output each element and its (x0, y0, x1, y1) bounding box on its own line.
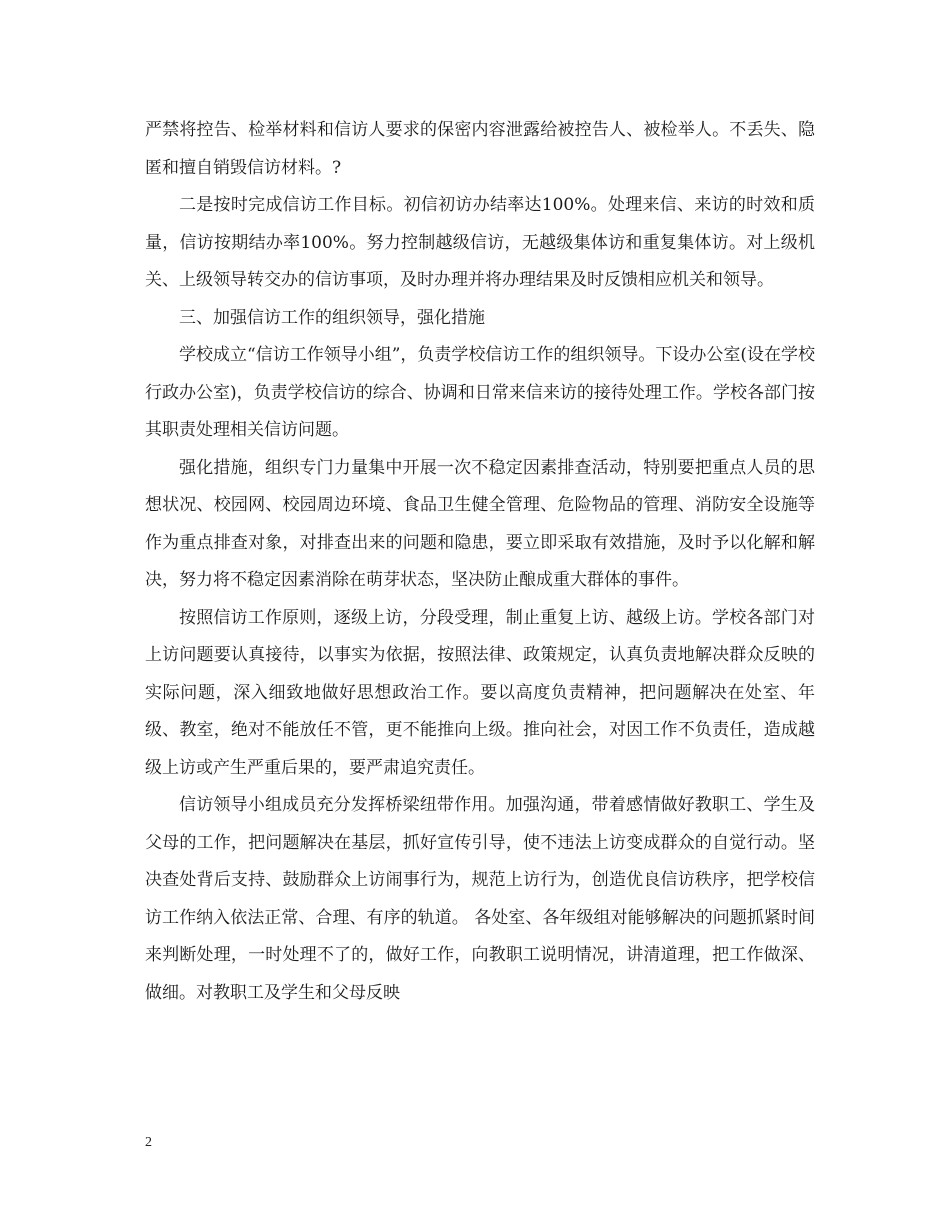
paragraph-bridge-role: 信访领导小组成员充分发挥桥梁纽带作用。加强沟通，带着感情做好教职工、学生及父母的工作，把问题解决在基层，抓好宣传引导，使不违法上访变成群众的自觉行动。坚决查处背后支持、鼓励群众上访闹事行为，规范上访行为，创造优良信访秩序，把学校信访工作纳入依法正常、合理、有序的轨道。 各处室、各年级组对能够解决的问题抓紧时间来判断处理，一时处理不了的，做好工作，向教职工说明情况，讲清道理，把工作做深、做细。对教职工及学生和父母反映 (145, 795, 815, 1003)
paragraph-strengthen-measures: 强化措施，组织专门力量集中开展一次不稳定因素排查活动，特别要把重点人员的思想状况、校园网、校园周边环境、食品卫生健全管理、危险物品的管理、消防安全设施等作为重点排查对象，对排查出来的问题和隐患，要立即采取有效措施，及时予以化解和解决，努力将不稳定因素消除在萌芽状态，坚决防止酿成重大群体的事件。 (145, 457, 815, 590)
section-heading-organization: 三、加强信访工作的组织领导，强化措施 (179, 307, 485, 328)
document-body (145, 112, 815, 1012)
paragraph-confidentiality: 严禁将控告、检举材料和信访人要求的保密内容泄露给被控告人、被检举人。不丢失、隐匿和擅自销毁信访材料。? (145, 120, 815, 178)
paragraph-leadership-group: 学校成立“信访工作领导小组”，负责学校信访工作的组织领导。下设办公室(设在学校行政办公室)，负责学校信访的综合、协调和日常来信来访的接待处理工作。学校各部门按其职责处理相关信访问题。 (145, 345, 816, 440)
paragraph-petition-principles: 按照信访工作原则，逐级上访，分段受理，制止重复上访、越级上访。学校各部门对上访问题要认真接待，以事实为依据，按照法律、政策规定，认真负责地解决群众反映的实际问题，深入细致地做好思想政治工作。要以高度负责精神，把问题解决在处室、年级、教室，绝对不能放任不管，更不能推向上级。推向社会，对因工作不负责任，造成越级上访或产生严重后果的，要严肃追究责任。 (145, 607, 815, 778)
paragraph-work-targets: 二是按时完成信访工作目标。初信初访办结率达100%。处理来信、来访的时效和质量，信访按期结办率100%。努力控制越级信访，无越级集体访和重复集体访。对上级机关、上级领导转交办的信访事项，及时办理并将办理结果及时反馈相应机关和领导。 (145, 195, 815, 290)
page-number: 2 (145, 1135, 152, 1150)
